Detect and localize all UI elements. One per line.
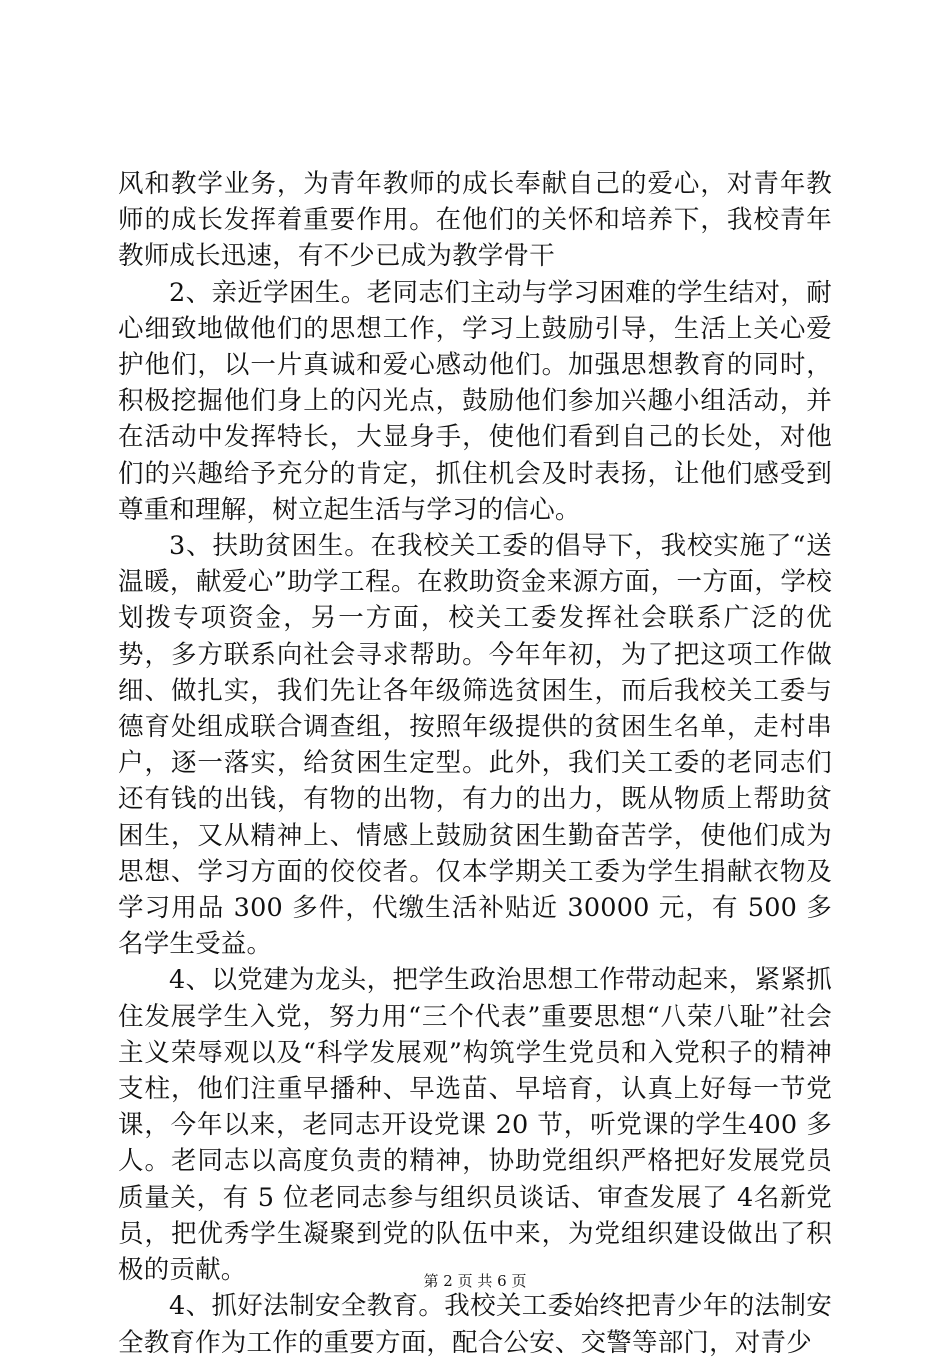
document-body [118, 166, 832, 1361]
page-number-label: 第 2 页 共 6 页 [423, 1272, 527, 1290]
paragraph-2: 2、亲近学困生。老同志们主动与学习困难的学生结对，耐心细致地做他们的思想工作，学习上鼓励引导，生活上关心爱护他们，以一片真诚和爱心感动他们。加强思想教育的同时，积极挖掘他们身上的闪光点，鼓励他们参加兴趣小组活动，并在活动中发挥特长，大显身手，使他们看到自己的长处，对他们的兴趣给予充分的肯定，抓住机会及时表扬，让他们感受到尊重和理解，树立起生活与学习的信心。 [118, 277, 832, 525]
paragraph-3: 3、扶助贫困生。在我校关工委的倡导下，我校实施了“送温暖，献爱心”助学工程。在救助资金来源方面，一方面，学校划拨专项资金，另一方面，校关工委发挥社会联系广泛的优势，多方联系向社会寻求帮助。今年年初，为了把这项工作做细、做扎实，我们先让各年级筛选贫困生，而后我校关工委与德育处组成联合调查组，按照年级提供的贫困生名单，走村串户，逐一落实，给贫困生定型。此外，我们关工委的老同志们还有钱的出钱，有物的出物，有力的出力，既从物质上帮助贫困生，又从精神上、情感上鼓励贫困生勤奋苦学，使他们成为思想、学习方面的佼佼者。仅本学期关工委为学生捐献衣物及学习用品 300 多件，代缴生活补贴近 30000 元，有 500 多名学生受益。 [118, 531, 832, 960]
paragraph-5: 4、抓好法制安全教育。我校关工委始终把青少年的法制安全教育作为工作的重要方面，配合公安、交警等部门，对青少 [118, 1291, 832, 1358]
page-footer [0, 1271, 950, 1291]
paragraph-4: 4、以党建为龙头，把学生政治思想工作带动起来，紧紧抓住发展学生入党，努力用“三个代表”重要思想“八荣八耻”社会主义荣辱观以及“科学发展观”构筑学生党员和入党积子的精神支柱，他们注重早播种、早选苗、早培育，认真上好每一节党课，今年以来，老同志开设党课 20 节，听党课的学生400 多人。老同志以高度负责的精神，协助党组织严格把好发展党员质量关，有 5 位老同志参与组织员谈话、审查发展了 4名新党员，把优秀学生凝聚到党的队伍中来，为党组织建设做出了积极的贡献。 [118, 965, 832, 1286]
paragraph-1: 风和教学业务，为青年教师的成长奉献自己的爱心，对青年教师的成长发挥着重要作用。在他们的关怀和培养下，我校青年教师成长迅速，有不少已成为教学骨干 [118, 169, 832, 272]
